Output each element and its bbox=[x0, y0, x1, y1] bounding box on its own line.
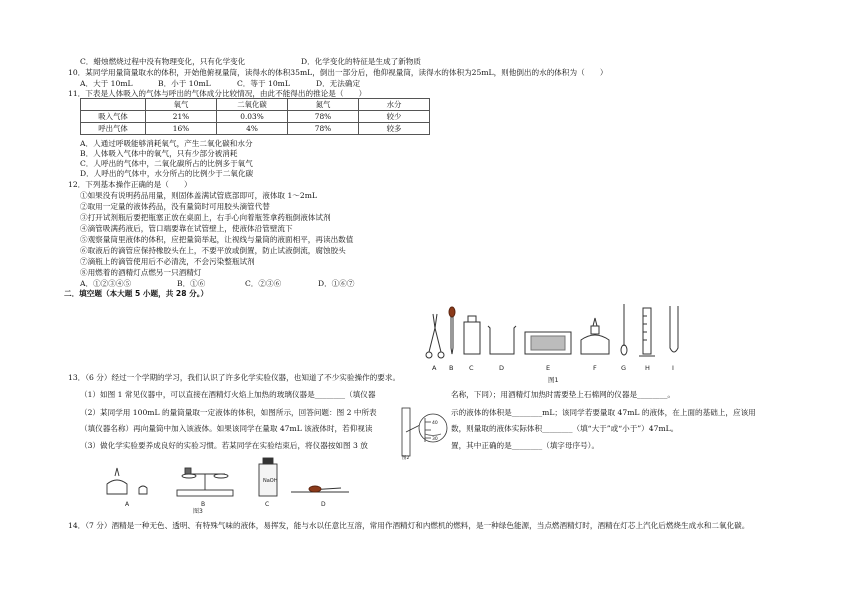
graduated-cylinder-icon bbox=[639, 308, 655, 356]
figure-label: G bbox=[621, 364, 627, 372]
q10-option-d: D．无法确定 bbox=[316, 79, 361, 88]
q10-stem: 10．某同学用量筒量取水的体积，开始他俯视量筒，读得水的体积35mL，倒出一部分后，他仰视量筒，读得水的体积为25mL，则他倒出的水的体积为（ ） bbox=[68, 68, 608, 77]
q14-stem: 14．（7 分）酒精是一种无色、透明、有特殊气味的液体，易挥发，能与水以任意比互溶，常用作酒精灯和内燃机的燃料，是一种绿色能源，当点燃酒精灯时，酒精在灯芯上汽化后燃烧生成水和二氧化碳。 bbox=[68, 521, 750, 530]
q11-option-b: B．人体吸入气体中的氧气，只有少部分被消耗 bbox=[80, 149, 238, 158]
table-cell: 较多 bbox=[359, 123, 430, 135]
balance-icon bbox=[177, 468, 233, 496]
figure-label: I bbox=[672, 364, 674, 372]
figure-label: H bbox=[645, 364, 650, 372]
table-cell: 氧气 bbox=[146, 99, 217, 111]
alcohol-lamp-icon bbox=[581, 318, 609, 354]
cylinder-tick: 30 bbox=[432, 437, 438, 442]
q9-option-c: C．蜡烛燃烧过程中没有物理变化，只有化学变化 bbox=[80, 57, 246, 66]
medicine-spoon-icon bbox=[621, 304, 627, 355]
figure-label: B bbox=[449, 364, 454, 372]
q12-item: ⑥取液后的滴管应保持橡胶头在上，不要平放或倒置，防止试液倒流，腐蚀胶头 bbox=[80, 246, 346, 255]
q13-part3-right: 置，其中正确的是________（填字母序号）。 bbox=[451, 441, 600, 450]
figure-label: B bbox=[201, 501, 206, 508]
table-cell bbox=[81, 99, 146, 111]
table-row bbox=[81, 111, 430, 123]
figure-label: A bbox=[432, 364, 437, 372]
alcohol-lamp-uncapped-icon bbox=[107, 468, 147, 494]
table-cell: 4% bbox=[217, 123, 288, 135]
reagent-bottle-icon bbox=[464, 316, 480, 354]
figure-label: D bbox=[321, 501, 326, 508]
table-cell: 0.03% bbox=[217, 111, 288, 123]
figure-label: D bbox=[499, 364, 505, 372]
dropper-lying-icon bbox=[291, 486, 349, 492]
table-cell: 78% bbox=[288, 123, 359, 135]
q13-part1-right: 名称，下同）；用酒精灯加热时需要垫上石棉网的仪器是________。 bbox=[451, 390, 676, 399]
q13-part2-right: 示的液体的体积是________mL；该同学若要量取 47mL 的液体，在上面的基础上，应该用 bbox=[451, 408, 756, 417]
beaker-icon bbox=[488, 326, 516, 354]
q12-option-c: C．②③⑥ bbox=[245, 279, 282, 288]
figure-label: F bbox=[593, 364, 597, 372]
q12-stem: 12．下列基本操作正确的是（ ） bbox=[68, 180, 192, 189]
q12-item: ⑧用燃着的酒精灯点燃另一只酒精灯 bbox=[80, 268, 202, 277]
figure-3-placement bbox=[95, 452, 370, 514]
q12-option-a: A．①②③④⑤ bbox=[80, 279, 132, 288]
table-cell: 吸入气体 bbox=[81, 111, 146, 123]
q13-part1-left: （1）如图 1 常见仪器中，可以直接在酒精灯火焰上加热的玻璃仪器是________（填仪器 bbox=[80, 390, 376, 399]
table-cell: 氮气 bbox=[288, 99, 359, 111]
q11-option-d: D．人呼出的气体中，水分所占的比例少于二氧化碳 bbox=[80, 169, 254, 178]
q10-option-c: C．等于 10mL bbox=[237, 79, 290, 88]
table-cell: 呼出气体 bbox=[81, 123, 146, 135]
table-cell: 21% bbox=[146, 111, 217, 123]
table-row bbox=[81, 123, 430, 135]
table-cell: 较少 bbox=[359, 111, 430, 123]
crucible-tongs-icon bbox=[426, 314, 444, 358]
q10-option-a: A．大于 10mL bbox=[80, 79, 133, 88]
test-tube-icon bbox=[670, 306, 678, 352]
naoh-bottle-icon bbox=[259, 458, 277, 496]
figure-caption: 图3 bbox=[193, 508, 203, 514]
q12-item: ②取用一定量的液体药品，没有量筒时可用胶头滴管代替 bbox=[80, 202, 270, 211]
cylinder-tick: 40 bbox=[432, 421, 438, 426]
q10-option-b: B．小于 10mL bbox=[158, 79, 211, 88]
q13-part2-right-cont: 数，则量取的液体实际体积________（填“大于”或“小于”）47mL。 bbox=[451, 424, 679, 433]
bottle-label: NaOH bbox=[263, 478, 278, 484]
figure-1-instruments bbox=[415, 300, 705, 390]
q13-part2-left: （2）某同学用 100mL 的量筒量取一定液体的体积，如图所示，回答问题：图 2 中所表 bbox=[80, 408, 377, 417]
figure-label: E bbox=[546, 364, 551, 372]
q12-item: ⑦滴瓶上的滴管使用后不必清洗，不会污染整瓶试剂 bbox=[80, 257, 255, 266]
gas-comparison-table bbox=[80, 98, 430, 135]
figure-2-cylinder-reading bbox=[400, 404, 450, 460]
figure-label: C bbox=[469, 364, 474, 372]
table-cell: 水分 bbox=[359, 99, 430, 111]
q13-part2-left-cont: （填仪器名称）再向量筒中加入该液体。如果该同学在量取 47mL 该液体时，若仰视读 bbox=[80, 424, 373, 433]
q13-part3-left: （3）做化学实验要养成良好的实验习惯。若某同学在实验结束后，将仪器按如图 3 放 bbox=[80, 441, 368, 450]
table-cell: 16% bbox=[146, 123, 217, 135]
figure-caption: 图2 bbox=[402, 456, 410, 460]
table-header-row bbox=[81, 99, 430, 111]
q12-item: ①如果没有说明药品用量，则固体盖满试管底部即可，液体取 1～2mL bbox=[80, 191, 317, 200]
figure-label: A bbox=[125, 501, 130, 508]
table-cell: 二氧化碳 bbox=[217, 99, 288, 111]
q12-item: ④滴管吸满药液后，管口端要靠在试管壁上，使液体沿管壁流下 bbox=[80, 224, 293, 233]
dropper-icon bbox=[449, 307, 455, 354]
q12-item: ③打开试剂瓶后要把瓶塞正放在桌面上，右手心向着瓶签拿药瓶倒液体试剂 bbox=[80, 213, 331, 222]
wire-gauze-icon bbox=[525, 332, 571, 354]
section-heading: 二．填空题（本大题 5 小题，共 28 分。） bbox=[64, 289, 209, 298]
q11-option-a: A．人通过呼吸能够消耗氧气，产生二氧化碳和水分 bbox=[80, 139, 253, 148]
q11-option-c: C．人呼出的气体中，二氧化碳所占的比例多于氧气 bbox=[80, 159, 253, 168]
q9-option-d: D．化学变化的特征是生成了新物质 bbox=[301, 57, 421, 66]
table-cell: 78% bbox=[288, 111, 359, 123]
figure-label: C bbox=[265, 501, 270, 508]
q13-stem: 13．（6 分）经过一个学期的学习，我们认识了许多化学实验仪器，也知道了不少实验操作的要求。 bbox=[68, 373, 401, 382]
q12-option-d: D．①⑥⑦ bbox=[318, 279, 355, 288]
q12-option-b: B．①⑥ bbox=[177, 279, 206, 288]
q11-stem: 11．下表是人体吸入的气体与呼出的气体成分比较情况，由此不能得出的推论是（ ） bbox=[68, 89, 367, 98]
q12-item: ⑤观察量筒里液体的体积，应把量筒举起，让视线与量筒的液面相平，再读出数值 bbox=[80, 235, 354, 244]
figure-caption: 图1 bbox=[548, 376, 559, 384]
